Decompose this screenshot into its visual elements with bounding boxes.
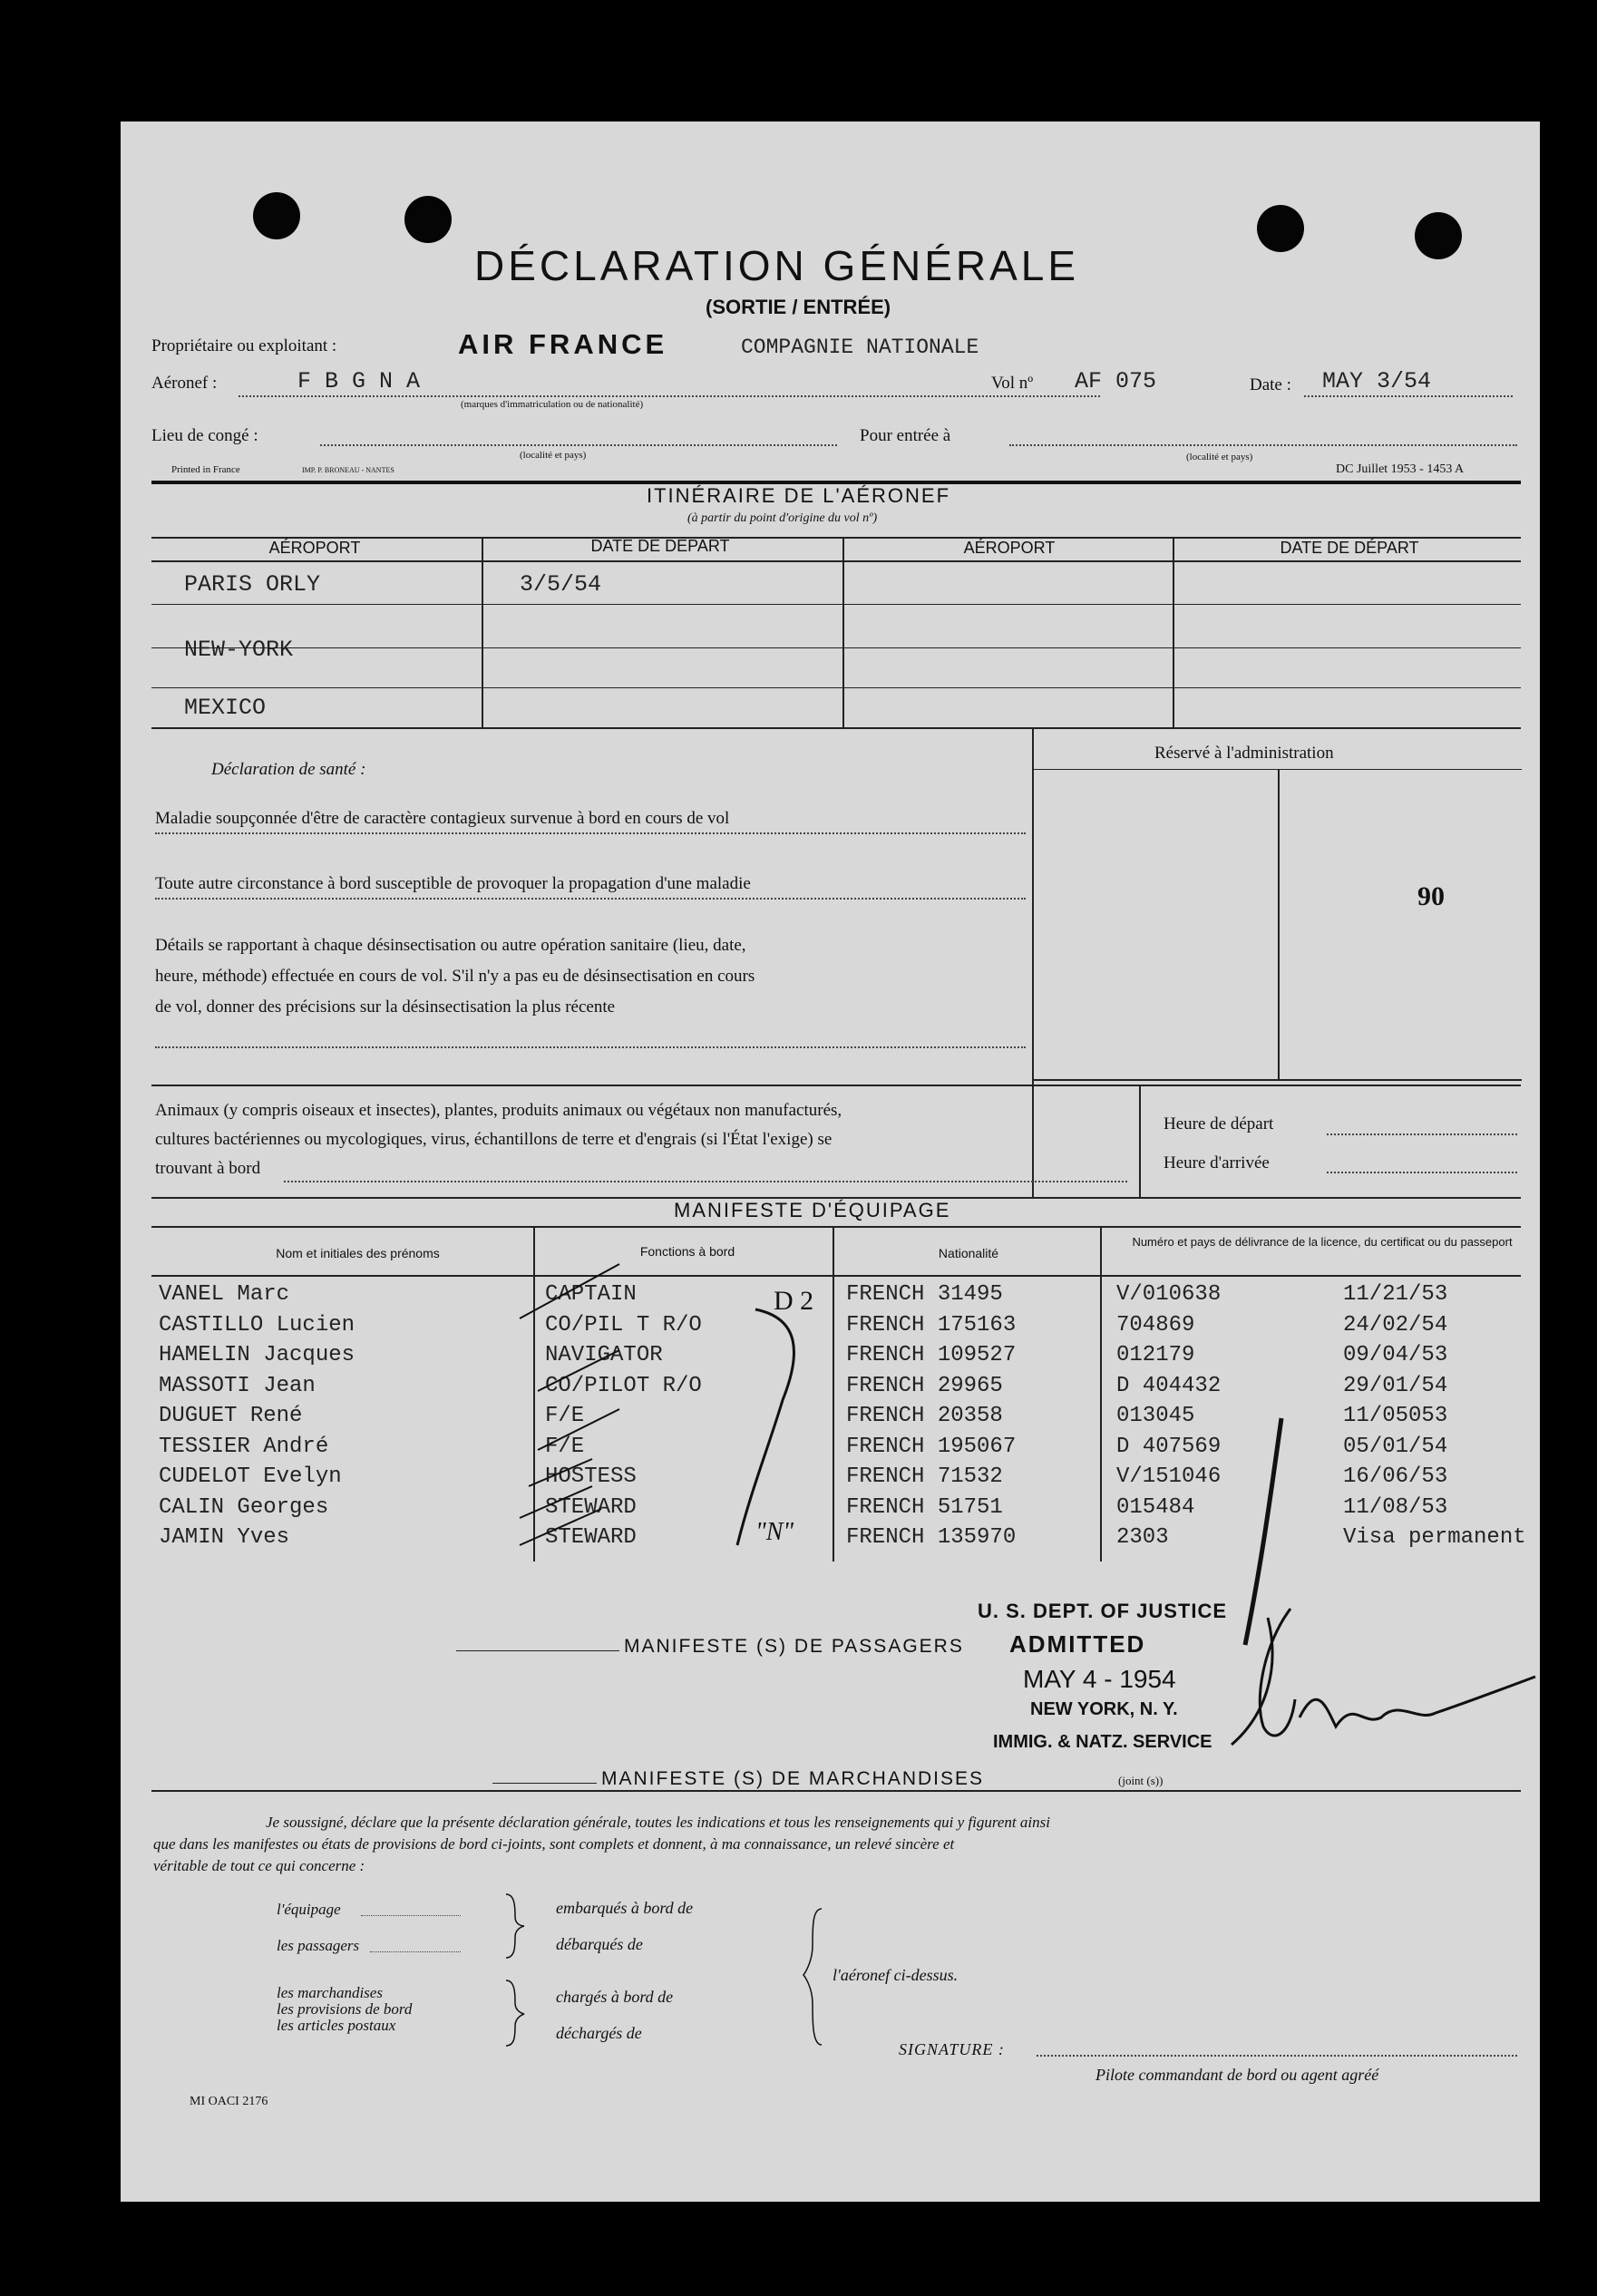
- decl-item-postaux: les articles postaux: [277, 2017, 396, 2034]
- crew-licence: 012179: [1116, 1343, 1195, 1367]
- col-date-1: DATE DE DÉPART: [590, 537, 730, 555]
- decl-action-decharges: déchargés de: [556, 2024, 642, 2042]
- crew-name: DUGUET René: [159, 1404, 303, 1428]
- crew-function: STEWARD: [545, 1525, 637, 1550]
- declaration-braces: [501, 1890, 529, 2053]
- col-date-2: DATE DE DÉPART: [1280, 539, 1419, 557]
- health-title: Déclaration de santé :: [211, 760, 366, 779]
- crew-function: CAPTAIN: [545, 1282, 637, 1307]
- crew-name: CUDELOT Evelyn: [159, 1464, 342, 1489]
- aircraft-brace: [799, 1904, 826, 2049]
- crew-licence-date: 24/02/54: [1343, 1312, 1448, 1338]
- crew-licence: 015484: [1116, 1494, 1195, 1520]
- itinerary-row-1-date: 3/5/54: [520, 571, 602, 598]
- crew-margin-mark: D 2: [774, 1286, 814, 1316]
- crew-licence-date: Visa permanent: [1343, 1525, 1526, 1550]
- footer-code: MI OACI 2176: [190, 2095, 268, 2108]
- crew-nationality: FRENCH 29965: [846, 1373, 1003, 1398]
- health-line-1: Maladie soupçonnée d'être de caractère contagieux survenue à bord en cours de vol: [155, 809, 730, 828]
- handwritten-bracket: [701, 1300, 837, 1563]
- col-aeroport-1: AÉROPORT: [268, 539, 361, 557]
- decl-action-debarques: débarqués de: [556, 1935, 643, 1953]
- decl-item-passagers: les passagers: [277, 1937, 360, 1954]
- animals-line-1: Animaux (y compris oiseaux et insectes), plantes, produits animaux ou végétaux non manufacturés,: [155, 1101, 842, 1120]
- crew-function: F/E: [545, 1404, 585, 1428]
- crew-title: MANIFESTE D'ÉQUIPAGE: [674, 1199, 951, 1221]
- itinerary-subtitle: (à partir du point d'origine du vol nº): [687, 511, 878, 525]
- crew-nationality: FRENCH 109527: [846, 1343, 1017, 1367]
- stamp-city: NEW YORK, N. Y.: [1030, 1699, 1178, 1719]
- decl-action-embarques: embarqués à bord de: [556, 1899, 694, 1917]
- form-reference: DC Juillet 1953 - 1453 A: [1336, 462, 1465, 476]
- crew-col-function: Fonctions à bord: [639, 1244, 735, 1259]
- document-title: DÉCLARATION GÉNÉRALE: [474, 242, 1080, 289]
- punch-hole: [1257, 205, 1304, 252]
- crew-name: MASSOTI Jean: [159, 1373, 316, 1398]
- itinerary-title: ITINÉRAIRE DE L'AÉRONEF: [647, 484, 951, 507]
- crew-licence-date: 05/01/54: [1343, 1434, 1448, 1459]
- crew-nationality: FRENCH 135970: [846, 1525, 1017, 1550]
- crew-licence: 704869: [1116, 1312, 1195, 1338]
- stamp-service: IMMIG. & NATZ. SERVICE: [993, 1732, 1212, 1752]
- crew-col-nationality: Nationalité: [938, 1246, 999, 1260]
- aeronef-value: F B G N A: [297, 368, 421, 394]
- health-line-3b: heure, méthode) effectuée en cours de vol. S'il n'y a pas eu de désinsectisation en cours: [155, 967, 755, 986]
- admin-number: 90: [1417, 881, 1445, 911]
- crew-licence-date: 11/21/53: [1343, 1282, 1448, 1307]
- vol-value: AF 075: [1075, 368, 1157, 394]
- decl-aircraft: l'aéronef ci-dessus.: [833, 1966, 959, 1984]
- health-line-2: Toute autre circonstance à bord susceptible de provoquer la propagation d'une maladie: [155, 874, 751, 893]
- crew-name: JAMIN Yves: [159, 1525, 290, 1550]
- crew-licence: D 407569: [1116, 1434, 1222, 1459]
- proprietaire-label: Propriétaire ou exploitant :: [151, 336, 337, 355]
- crew-licence: D 404432: [1116, 1373, 1222, 1398]
- date-label: Date :: [1250, 375, 1291, 394]
- itinerary-row-3-airport: MEXICO: [184, 695, 267, 721]
- crew-licence-date: 09/04/53: [1343, 1343, 1448, 1367]
- declaration-line-3: véritable de tout ce qui concerne :: [153, 1857, 365, 1874]
- crew-nationality: FRENCH 71532: [846, 1464, 1003, 1489]
- health-line-3a: Détails se rapportant à chaque désinsectisation ou autre opération sanitaire (lieu, date,: [155, 936, 746, 955]
- col-aeroport-2: AÉROPORT: [963, 539, 1056, 557]
- passengers-title: MANIFESTE (S) DE PASSAGERS: [624, 1636, 964, 1657]
- document-subtitle: (SORTIE / ENTRÉE): [706, 296, 891, 318]
- cargo-title: MANIFESTE (S) DE MARCHANDISES: [601, 1768, 985, 1789]
- pilot-label: Pilote commandant de bord ou agent agréé: [1096, 2066, 1379, 2084]
- crew-function: NAVIGATOR: [545, 1343, 663, 1367]
- crew-name: TESSIER André: [159, 1434, 329, 1459]
- crew-licence: V/010638: [1116, 1282, 1222, 1307]
- crew-name: CALIN Georges: [159, 1494, 329, 1520]
- date-value: MAY 3/54: [1322, 368, 1432, 394]
- crew-col-name: Nom et initiales des prénoms: [276, 1246, 440, 1260]
- form-page: [121, 122, 1540, 2202]
- aeronef-label: Aéronef :: [151, 374, 218, 393]
- stamp-date: MAY 4 - 1954: [1023, 1665, 1176, 1693]
- animals-line-2: cultures bactériennes ou mycologiques, virus, échantillons de terre et d'engrais (si l'État l'exige) se: [155, 1130, 833, 1149]
- pour-label: Pour entrée à: [860, 426, 951, 445]
- crew-licence-date: 16/06/53: [1343, 1464, 1448, 1489]
- decl-item-marchandises: les marchandises: [277, 1984, 383, 2001]
- aeronef-note: (marques d'immatriculation ou de nationalité): [461, 399, 644, 410]
- stamp-dept: U. S. DEPT. OF JUSTICE: [978, 1600, 1228, 1622]
- heure-arrivee-label: Heure d'arrivée: [1164, 1153, 1270, 1172]
- vol-label: Vol nº: [991, 374, 1034, 393]
- crew-name: VANEL Marc: [159, 1282, 290, 1307]
- crew-nationality: FRENCH 175163: [846, 1312, 1017, 1338]
- crew-nationality: FRENCH 31495: [846, 1282, 1003, 1307]
- crew-nationality: FRENCH 51751: [846, 1494, 1003, 1520]
- decl-item-equipage: l'équipage: [277, 1901, 341, 1918]
- printer-name: IMP. P. BRONEAU - NANTES: [302, 466, 394, 474]
- crew-licence: 2303: [1116, 1525, 1169, 1550]
- admin-label: Réservé à l'administration: [1154, 744, 1334, 763]
- decl-item-provisions: les provisions de bord: [277, 2000, 413, 2018]
- localite-note-right: (localité et pays): [1186, 452, 1253, 462]
- crew-licence: 013045: [1116, 1404, 1195, 1428]
- crew-function: F/E: [545, 1434, 585, 1459]
- decl-action-charges: chargés à bord de: [556, 1988, 674, 2006]
- animals-line-3: trouvant à bord: [155, 1159, 261, 1178]
- cargo-note: (joint (s)): [1118, 1774, 1164, 1787]
- punch-hole: [1415, 212, 1462, 259]
- declaration-line-1: Je soussigné, déclare que la présente déclaration générale, toutes les indications et tous les renseignements qui y figurent ainsi: [266, 1814, 1050, 1831]
- crew-function: STEWARD: [545, 1494, 637, 1520]
- declaration-line-2: que dans les manifestes ou états de provisions de bord ci-joints, sont complets et donnent, à ma connaissance, un relevé sincère et: [153, 1835, 955, 1853]
- signature-label: SIGNATURE :: [899, 2040, 1005, 2058]
- itinerary-row-1-airport: PARIS ORLY: [184, 571, 321, 598]
- heure-depart-label: Heure de départ: [1164, 1114, 1274, 1133]
- crew-nationality: FRENCH 195067: [846, 1434, 1017, 1459]
- stamp-admitted: ADMITTED: [1009, 1630, 1146, 1658]
- punch-hole: [404, 196, 452, 243]
- crew-function: CO/PIL T R/O: [545, 1312, 702, 1338]
- crew-licence-date: 29/01/54: [1343, 1373, 1448, 1398]
- airline-note: COMPAGNIE NATIONALE: [741, 336, 979, 359]
- crew-function: CO/PILOT R/O: [545, 1373, 702, 1398]
- crew-name: CASTILLO Lucien: [159, 1312, 355, 1338]
- itinerary-row-2-airport: NEW-YORK: [184, 637, 294, 663]
- localite-note-left: (localité et pays): [520, 450, 587, 461]
- crew-function: HOSTESS: [545, 1464, 637, 1489]
- crew-licence: V/151046: [1116, 1464, 1222, 1489]
- crew-col-licence: Numéro et pays de délivrance de la licence, du certificat ou du passeport: [1132, 1235, 1513, 1249]
- lieu-label: Lieu de congé :: [151, 426, 258, 445]
- crew-quote-mark: "N": [755, 1518, 794, 1546]
- airline-name: AIR FRANCE: [458, 328, 668, 360]
- crew-licence-date: 11/05053: [1343, 1404, 1448, 1428]
- printed-in: Printed in France: [171, 464, 240, 475]
- health-line-3c: de vol, donner des précisions sur la désinsectisation la plus récente: [155, 997, 616, 1017]
- punch-hole: [253, 192, 300, 239]
- crew-name: HAMELIN Jacques: [159, 1343, 355, 1367]
- crew-nationality: FRENCH 20358: [846, 1404, 1003, 1428]
- pen-stroke: [1227, 1409, 1300, 1654]
- handwritten-check-marks: [483, 1255, 665, 1563]
- crew-licence-date: 11/08/53: [1343, 1494, 1448, 1520]
